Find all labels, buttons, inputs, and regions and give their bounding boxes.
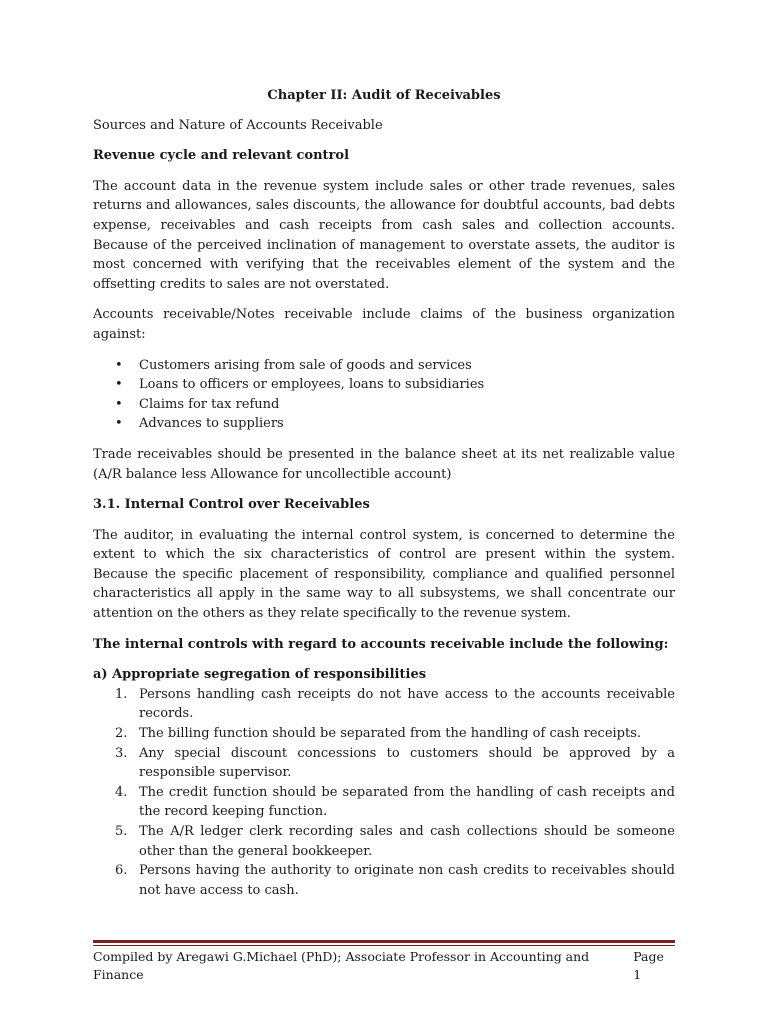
paragraph-receivables-claims: Accounts receivable/Notes receivable include claims of the business organization against:	[93, 307, 675, 342]
paragraph-net-realizable-value: Trade receivables should be presented in the balance sheet at its net realizable value (A/R balance less Allowance for uncollectible account)	[93, 446, 675, 482]
chapter-title: Chapter II: Audit of Receivables	[267, 88, 501, 103]
list-item	[93, 375, 675, 395]
list-number: 2.	[115, 726, 128, 742]
list-item	[93, 783, 675, 822]
subsection-heading-segregation: a) Appropriate segregation of responsibilities	[93, 667, 427, 683]
list-item	[93, 744, 675, 783]
paragraph-account-data: The account data in the revenue system include sales or other trade revenues, sales returns and allowances, sales discounts, the allowance for doubtful accounts, bad debts expense, receivables and cash receipts from cash sales and collection accounts. Because of the perceived inclination of management to overstate assets, the auditor is most concerned with verifying that the receivables element of the system and the offsetting credits to sales are not overstated.	[93, 178, 675, 292]
list-item	[93, 356, 675, 376]
page-number: Page 1	[633, 949, 664, 982]
list-item-text: The billing function should be separated from the handling of cash receipts.	[139, 726, 642, 742]
page-footer	[93, 948, 675, 984]
claims-bullet-list	[93, 356, 675, 434]
list-number: 4.	[115, 784, 128, 800]
list-item-text: The credit function should be separated from the handling of cash receipts and the record keeping function.	[139, 784, 675, 820]
list-item	[93, 414, 675, 434]
bullet-icon: •	[115, 396, 123, 412]
list-number: 1.	[115, 686, 128, 702]
list-item	[93, 395, 675, 415]
list-item	[93, 685, 675, 724]
section-heading-internal-control: 3.1. Internal Control over Receivables	[93, 497, 370, 513]
bullet-icon: •	[115, 357, 123, 373]
list-item-text: Claims for tax refund	[139, 396, 280, 412]
paragraph-auditor-evaluation: The auditor, in evaluating the internal control system, is concerned to determine the extent to which the six characteristics of control are present within the system. Because the specific placement of responsibility, compliance and qualified personnel characteristics all apply in the same way to all subsystems, we shall concentrate our attention on the others as they relate specifically to the revenue system.	[93, 527, 675, 622]
subtitle: Sources and Nature of Accounts Receivable	[93, 117, 383, 133]
list-item	[93, 724, 675, 744]
footer-author-credit: Compiled by Aregawi G.Michael (PhD); Associate Professor in Accounting and Finance	[93, 949, 590, 982]
list-item	[93, 861, 675, 900]
list-item-text: Loans to officers or employees, loans to subsidiaries	[139, 377, 485, 393]
list-number: 6.	[115, 863, 128, 879]
list-item-text: Advances to suppliers	[139, 416, 284, 432]
bullet-icon: •	[115, 416, 123, 432]
list-item-text: Persons handling cash receipts do not have access to the accounts receivable records.	[139, 686, 675, 722]
list-number: 3.	[115, 745, 128, 761]
list-item-text: The A/R ledger clerk recording sales and cash collections should be someone other than the general bookkeeper.	[139, 824, 675, 859]
list-number: 5.	[115, 824, 128, 839]
list-item-text: Persons having the authority to originate non cash credits to receivables should not have access to cash.	[139, 863, 675, 898]
section-heading-controls-list: The internal controls with regard to accounts receivable include the following:	[93, 636, 669, 652]
segregation-numbered-list	[93, 685, 675, 901]
list-item	[93, 822, 675, 861]
list-item-text: Customers arising from sale of goods and services	[139, 357, 472, 373]
footer-divider-thick	[93, 940, 675, 943]
section-heading-revenue-cycle: Revenue cycle and relevant control	[93, 148, 350, 164]
list-item-text: Any special discount concessions to customers should be approved by a responsible supervisor.	[139, 745, 675, 781]
page-content	[93, 86, 675, 900]
footer-divider-thin	[93, 945, 675, 946]
bullet-icon: •	[115, 377, 123, 393]
